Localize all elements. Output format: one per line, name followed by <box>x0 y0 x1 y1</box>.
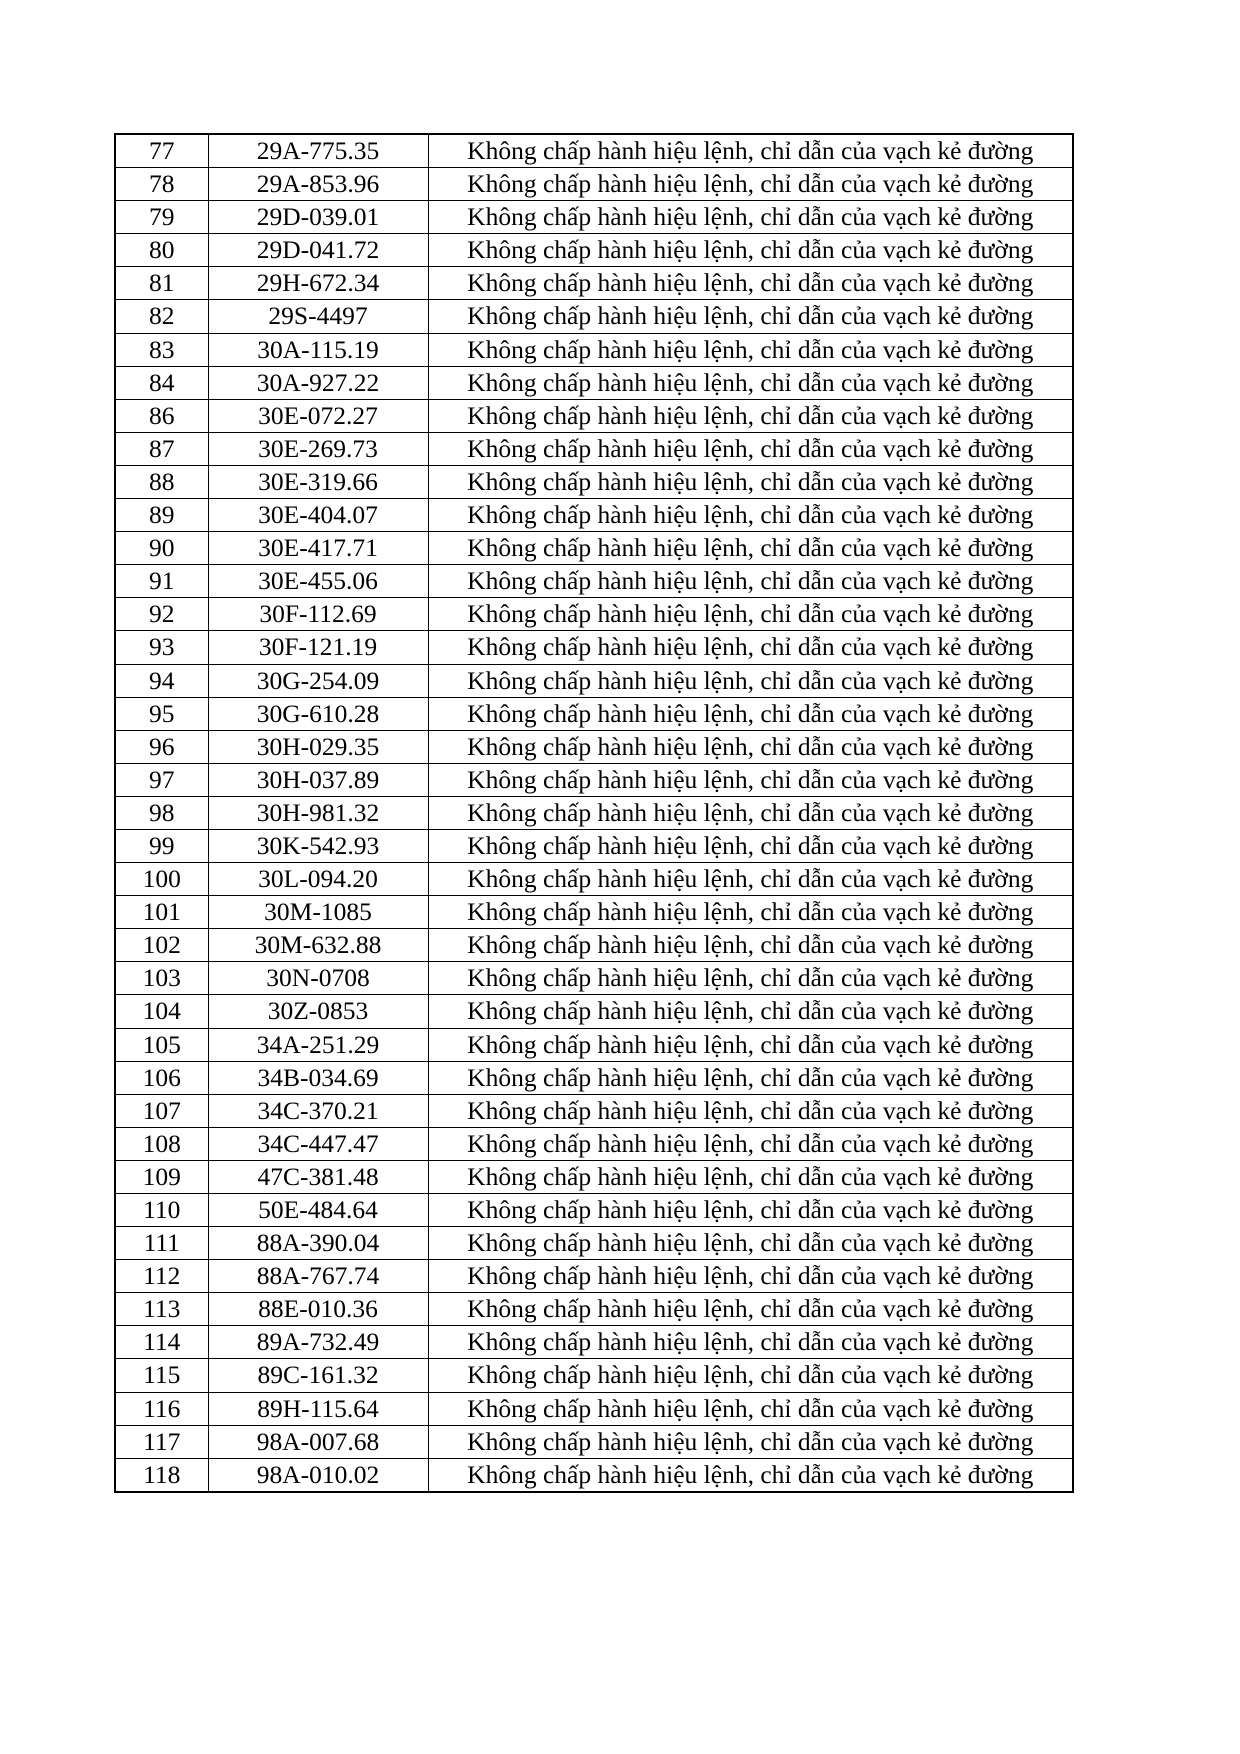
cell-index: 106 <box>115 1061 208 1094</box>
cell-license-plate: 88A-390.04 <box>208 1227 428 1260</box>
cell-index: 114 <box>115 1326 208 1359</box>
cell-license-plate: 30G-254.09 <box>208 664 428 697</box>
cell-index: 81 <box>115 267 208 300</box>
cell-index: 92 <box>115 598 208 631</box>
table-row <box>115 1160 1073 1193</box>
cell-license-plate: 30E-455.06 <box>208 565 428 598</box>
cell-license-plate: 30A-927.22 <box>208 366 428 399</box>
cell-violation-behaviour: Không chấp hành hiệu lệnh, chỉ dẫn của vạch kẻ đường <box>428 598 1073 631</box>
cell-violation-behaviour: Không chấp hành hiệu lệnh, chỉ dẫn của vạch kẻ đường <box>428 1194 1073 1227</box>
cell-index: 102 <box>115 929 208 962</box>
cell-license-plate: 89C-161.32 <box>208 1359 428 1392</box>
cell-license-plate: 34B-034.69 <box>208 1061 428 1094</box>
cell-license-plate: 30A-115.19 <box>208 333 428 366</box>
cell-license-plate: 34A-251.29 <box>208 1028 428 1061</box>
cell-violation-behaviour: Không chấp hành hiệu lệnh, chỉ dẫn của vạch kẻ đường <box>428 995 1073 1028</box>
cell-license-plate: 30H-981.32 <box>208 796 428 829</box>
cell-violation-behaviour: Không chấp hành hiệu lệnh, chỉ dẫn của vạch kẻ đường <box>428 1061 1073 1094</box>
cell-index: 112 <box>115 1260 208 1293</box>
table-row <box>115 399 1073 432</box>
cell-license-plate: 30E-269.73 <box>208 432 428 465</box>
cell-license-plate: 30H-029.35 <box>208 730 428 763</box>
cell-license-plate: 30E-072.27 <box>208 399 428 432</box>
cell-violation-behaviour: Không chấp hành hiệu lệnh, chỉ dẫn của vạch kẻ đường <box>428 1425 1073 1458</box>
cell-index: 87 <box>115 432 208 465</box>
table-row <box>115 1094 1073 1127</box>
cell-license-plate: 30N-0708 <box>208 962 428 995</box>
cell-license-plate: 30M-632.88 <box>208 929 428 962</box>
cell-index: 116 <box>115 1392 208 1425</box>
cell-index: 89 <box>115 499 208 532</box>
table-row <box>115 962 1073 995</box>
table-row <box>115 863 1073 896</box>
cell-violation-behaviour: Không chấp hành hiệu lệnh, chỉ dẫn của vạch kẻ đường <box>428 1028 1073 1061</box>
table-row <box>115 134 1073 168</box>
cell-violation-behaviour: Không chấp hành hiệu lệnh, chỉ dẫn của vạch kẻ đường <box>428 896 1073 929</box>
table-row <box>115 168 1073 201</box>
table-row <box>115 995 1073 1028</box>
cell-index: 108 <box>115 1127 208 1160</box>
table-row <box>115 565 1073 598</box>
cell-license-plate: 98A-007.68 <box>208 1425 428 1458</box>
table-row <box>115 1260 1073 1293</box>
table-row <box>115 333 1073 366</box>
cell-violation-behaviour: Không chấp hành hiệu lệnh, chỉ dẫn của vạch kẻ đường <box>428 1260 1073 1293</box>
cell-license-plate: 30M-1085 <box>208 896 428 929</box>
cell-index: 90 <box>115 532 208 565</box>
table-row <box>115 598 1073 631</box>
cell-index: 109 <box>115 1160 208 1193</box>
cell-license-plate: 29D-039.01 <box>208 201 428 234</box>
table-row <box>115 465 1073 498</box>
cell-index: 104 <box>115 995 208 1028</box>
table-row <box>115 829 1073 862</box>
table-row <box>115 300 1073 333</box>
cell-index: 110 <box>115 1194 208 1227</box>
table-row <box>115 432 1073 465</box>
cell-index: 96 <box>115 730 208 763</box>
cell-violation-behaviour: Không chấp hành hiệu lệnh, chỉ dẫn của vạch kẻ đường <box>428 1359 1073 1392</box>
cell-index: 79 <box>115 201 208 234</box>
cell-license-plate: 88E-010.36 <box>208 1293 428 1326</box>
cell-index: 99 <box>115 829 208 862</box>
table-row <box>115 234 1073 267</box>
table-row <box>115 1392 1073 1425</box>
table-row <box>115 1227 1073 1260</box>
cell-violation-behaviour: Không chấp hành hiệu lệnh, chỉ dẫn của vạch kẻ đường <box>428 1458 1073 1492</box>
cell-license-plate: 30F-112.69 <box>208 598 428 631</box>
cell-index: 78 <box>115 168 208 201</box>
cell-index: 84 <box>115 366 208 399</box>
cell-index: 103 <box>115 962 208 995</box>
table-row <box>115 1458 1073 1492</box>
cell-violation-behaviour: Không chấp hành hiệu lệnh, chỉ dẫn của vạch kẻ đường <box>428 1392 1073 1425</box>
cell-violation-behaviour: Không chấp hành hiệu lệnh, chỉ dẫn của vạch kẻ đường <box>428 565 1073 598</box>
table-row <box>115 631 1073 664</box>
cell-violation-behaviour: Không chấp hành hiệu lệnh, chỉ dẫn của vạch kẻ đường <box>428 532 1073 565</box>
cell-license-plate: 34C-447.47 <box>208 1127 428 1160</box>
cell-index: 95 <box>115 697 208 730</box>
cell-violation-behaviour: Không chấp hành hiệu lệnh, chỉ dẫn của vạch kẻ đường <box>428 962 1073 995</box>
cell-violation-behaviour: Không chấp hành hiệu lệnh, chỉ dẫn của vạch kẻ đường <box>428 1326 1073 1359</box>
cell-index: 111 <box>115 1227 208 1260</box>
cell-index: 107 <box>115 1094 208 1127</box>
cell-license-plate: 30L-094.20 <box>208 863 428 896</box>
cell-license-plate: 30Z-0853 <box>208 995 428 1028</box>
table-row <box>115 267 1073 300</box>
cell-violation-behaviour: Không chấp hành hiệu lệnh, chỉ dẫn của vạch kẻ đường <box>428 796 1073 829</box>
cell-violation-behaviour: Không chấp hành hiệu lệnh, chỉ dẫn của vạch kẻ đường <box>428 399 1073 432</box>
cell-index: 77 <box>115 134 208 168</box>
cell-license-plate: 89A-732.49 <box>208 1326 428 1359</box>
cell-violation-behaviour: Không chấp hành hiệu lệnh, chỉ dẫn của vạch kẻ đường <box>428 168 1073 201</box>
cell-license-plate: 30E-404.07 <box>208 499 428 532</box>
table-row <box>115 1326 1073 1359</box>
table-row <box>115 664 1073 697</box>
table-row <box>115 1293 1073 1326</box>
cell-violation-behaviour: Không chấp hành hiệu lệnh, chỉ dẫn của vạch kẻ đường <box>428 1160 1073 1193</box>
cell-violation-behaviour: Không chấp hành hiệu lệnh, chỉ dẫn của vạch kẻ đường <box>428 366 1073 399</box>
table-row <box>115 730 1073 763</box>
table-row <box>115 532 1073 565</box>
table-row <box>115 1359 1073 1392</box>
cell-license-plate: 29D-041.72 <box>208 234 428 267</box>
cell-violation-behaviour: Không chấp hành hiệu lệnh, chỉ dẫn của vạch kẻ đường <box>428 333 1073 366</box>
cell-index: 105 <box>115 1028 208 1061</box>
cell-violation-behaviour: Không chấp hành hiệu lệnh, chỉ dẫn của vạch kẻ đường <box>428 1127 1073 1160</box>
cell-violation-behaviour: Không chấp hành hiệu lệnh, chỉ dẫn của vạch kẻ đường <box>428 1094 1073 1127</box>
cell-license-plate: 50E-484.64 <box>208 1194 428 1227</box>
cell-index: 88 <box>115 465 208 498</box>
cell-violation-behaviour: Không chấp hành hiệu lệnh, chỉ dẫn của vạch kẻ đường <box>428 1227 1073 1260</box>
cell-index: 118 <box>115 1458 208 1492</box>
violation-table-container <box>114 133 1072 1493</box>
cell-index: 80 <box>115 234 208 267</box>
cell-index: 86 <box>115 399 208 432</box>
cell-violation-behaviour: Không chấp hành hiệu lệnh, chỉ dẫn của vạch kẻ đường <box>428 697 1073 730</box>
cell-license-plate: 29H-672.34 <box>208 267 428 300</box>
cell-violation-behaviour: Không chấp hành hiệu lệnh, chỉ dẫn của vạch kẻ đường <box>428 863 1073 896</box>
cell-violation-behaviour: Không chấp hành hiệu lệnh, chỉ dẫn của vạch kẻ đường <box>428 134 1073 168</box>
cell-index: 82 <box>115 300 208 333</box>
cell-license-plate: 30E-319.66 <box>208 465 428 498</box>
cell-license-plate: 29A-775.35 <box>208 134 428 168</box>
table-row <box>115 929 1073 962</box>
cell-violation-behaviour: Không chấp hành hiệu lệnh, chỉ dẫn của vạch kẻ đường <box>428 929 1073 962</box>
cell-index: 93 <box>115 631 208 664</box>
cell-violation-behaviour: Không chấp hành hiệu lệnh, chỉ dẫn của vạch kẻ đường <box>428 465 1073 498</box>
cell-index: 113 <box>115 1293 208 1326</box>
cell-violation-behaviour: Không chấp hành hiệu lệnh, chỉ dẫn của vạch kẻ đường <box>428 664 1073 697</box>
table-row <box>115 763 1073 796</box>
table-row <box>115 697 1073 730</box>
cell-license-plate: 30K-542.93 <box>208 829 428 862</box>
cell-license-plate: 29A-853.96 <box>208 168 428 201</box>
cell-violation-behaviour: Không chấp hành hiệu lệnh, chỉ dẫn của vạch kẻ đường <box>428 201 1073 234</box>
table-row <box>115 1194 1073 1227</box>
cell-index: 117 <box>115 1425 208 1458</box>
table-row <box>115 1061 1073 1094</box>
cell-index: 100 <box>115 863 208 896</box>
cell-index: 97 <box>115 763 208 796</box>
table-row <box>115 1127 1073 1160</box>
cell-index: 83 <box>115 333 208 366</box>
cell-violation-behaviour: Không chấp hành hiệu lệnh, chỉ dẫn của vạch kẻ đường <box>428 763 1073 796</box>
cell-index: 98 <box>115 796 208 829</box>
cell-violation-behaviour: Không chấp hành hiệu lệnh, chỉ dẫn của vạch kẻ đường <box>428 730 1073 763</box>
table-row <box>115 499 1073 532</box>
cell-license-plate: 47C-381.48 <box>208 1160 428 1193</box>
cell-license-plate: 30G-610.28 <box>208 697 428 730</box>
cell-index: 91 <box>115 565 208 598</box>
table-row <box>115 1425 1073 1458</box>
table-row <box>115 366 1073 399</box>
cell-index: 101 <box>115 896 208 929</box>
table-row <box>115 896 1073 929</box>
cell-violation-behaviour: Không chấp hành hiệu lệnh, chỉ dẫn của vạch kẻ đường <box>428 432 1073 465</box>
violation-table-body <box>115 134 1073 1492</box>
cell-index: 115 <box>115 1359 208 1392</box>
cell-license-plate: 34C-370.21 <box>208 1094 428 1127</box>
cell-violation-behaviour: Không chấp hành hiệu lệnh, chỉ dẫn của vạch kẻ đường <box>428 631 1073 664</box>
cell-violation-behaviour: Không chấp hành hiệu lệnh, chỉ dẫn của vạch kẻ đường <box>428 1293 1073 1326</box>
cell-license-plate: 88A-767.74 <box>208 1260 428 1293</box>
cell-violation-behaviour: Không chấp hành hiệu lệnh, chỉ dẫn của vạch kẻ đường <box>428 234 1073 267</box>
cell-license-plate: 89H-115.64 <box>208 1392 428 1425</box>
table-row <box>115 201 1073 234</box>
cell-index: 94 <box>115 664 208 697</box>
cell-license-plate: 30H-037.89 <box>208 763 428 796</box>
cell-license-plate: 98A-010.02 <box>208 1458 428 1492</box>
table-row <box>115 1028 1073 1061</box>
cell-violation-behaviour: Không chấp hành hiệu lệnh, chỉ dẫn của vạch kẻ đường <box>428 499 1073 532</box>
cell-license-plate: 30F-121.19 <box>208 631 428 664</box>
cell-license-plate: 30E-417.71 <box>208 532 428 565</box>
cell-violation-behaviour: Không chấp hành hiệu lệnh, chỉ dẫn của vạch kẻ đường <box>428 829 1073 862</box>
cell-license-plate: 29S-4497 <box>208 300 428 333</box>
vehicle-violation-table <box>114 133 1074 1493</box>
table-row <box>115 796 1073 829</box>
cell-violation-behaviour: Không chấp hành hiệu lệnh, chỉ dẫn của vạch kẻ đường <box>428 300 1073 333</box>
cell-violation-behaviour: Không chấp hành hiệu lệnh, chỉ dẫn của vạch kẻ đường <box>428 267 1073 300</box>
